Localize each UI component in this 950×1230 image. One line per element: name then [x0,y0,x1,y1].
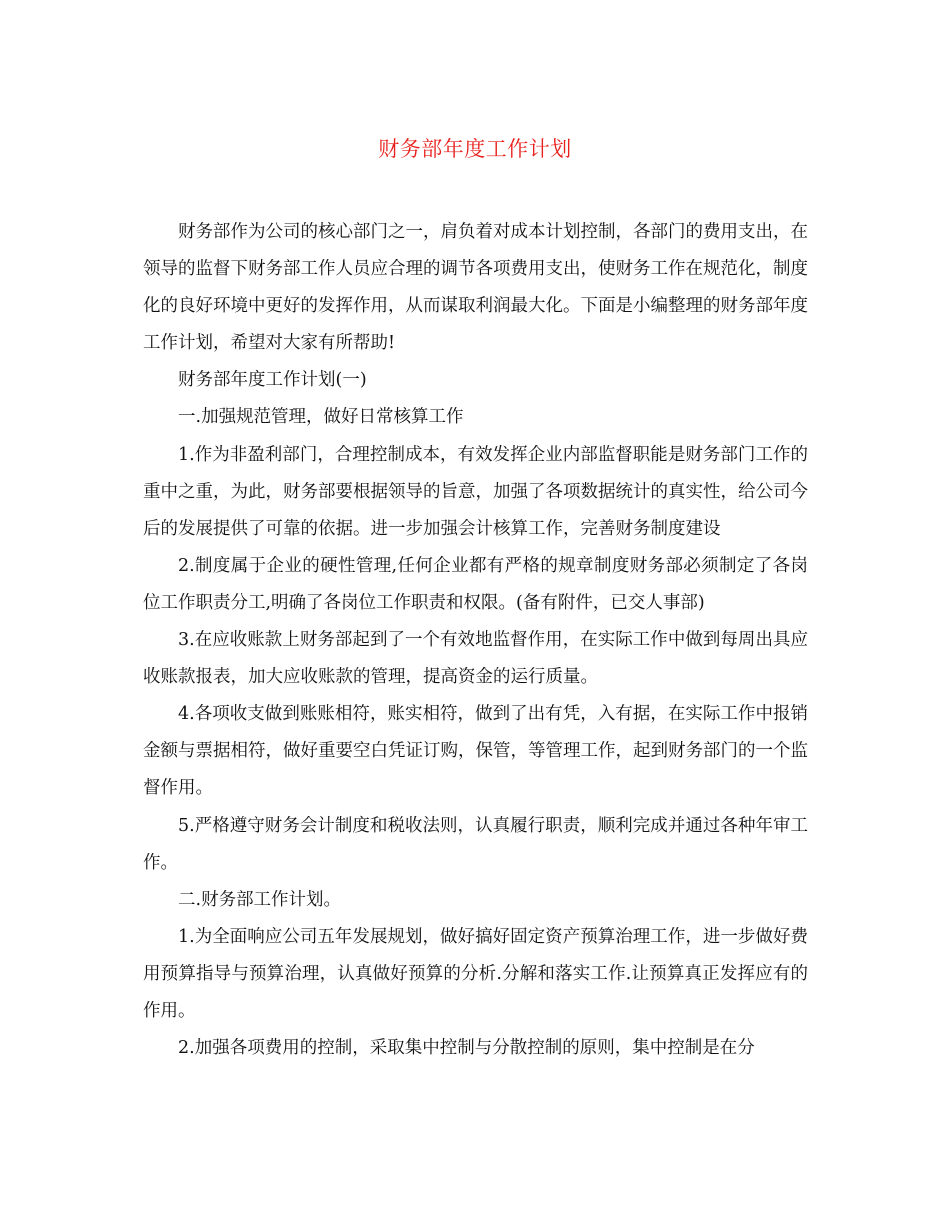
paragraph-section-one-item-1: 1.作为非盈利部门，合理控制成本，有效发挥企业内部监督职能是财务部门工作的重中之重，为此，财务部要根据领导的旨意，加强了各项数据统计的真实性，给公司今后的发展提供了可靠的依据。进一步加强会计核算工作，完善财务制度建设 [143,444,808,539]
paragraph-section-two-heading: 二.财务部工作计划。 [178,889,342,910]
paragraph-section-two-item-2: 2.加强各项费用的控制，采取集中控制与分散控制的原则，集中控制是在分 [178,1038,755,1059]
paragraph-intro: 财务部作为公司的核心部门之一，肩负着对成本计划控制，各部门的费用支出，在领导的监督下财务部工作人员应合理的调节各项费用支出，使财务工作在规范化，制度化的良好环境中更好的发挥作用，从而谋取利润最大化。下面是小编整理的财务部年度工作计划，希望对大家有所帮助! [143,222,808,354]
paragraph-section-one-item-2: 2.制度属于企业的硬性管理,任何企业都有严格的规章制度财务部必须制定了各岗位工作职责分工,明确了各岗位工作职责和权限。(备有附件，已交人事部) [143,555,808,613]
paragraph-section-one-item-3: 3.在应收账款上财务部起到了一个有效地监督作用，在实际工作中做到每周出具应收账款报表，加大应收账款的管理，提高资金的运行质量。 [143,630,808,688]
paragraph-plan-heading: 财务部年度工作计划(一) [178,370,367,391]
paragraph-section-one-item-5: 5.严格遵守财务会计制度和税收法则，认真履行职责，顺利完成并通过各种年审工作。 [143,815,808,873]
document-body [143,214,808,1067]
paragraph-section-one-item-4: 4.各项收支做到账账相符，账实相符，做到了出有凭，入有据，在实际工作中报销金额与票据相符，做好重要空白凭证订购，保管，等管理工作，起到财务部门的一个监督作用。 [143,704,808,799]
paragraph-section-two-item-1: 1.为全面响应公司五年发展规划，做好搞好固定资产预算治理工作，进一步做好费用预算指导与预算治理，认真做好预算的分析.分解和落实工作.让预算真正发挥应有的作用。 [143,926,808,1021]
paragraph-section-one-heading: 一.加强规范管理，做好日常核算工作 [178,407,464,428]
document-title: 财务部年度工作计划 [378,137,572,161]
